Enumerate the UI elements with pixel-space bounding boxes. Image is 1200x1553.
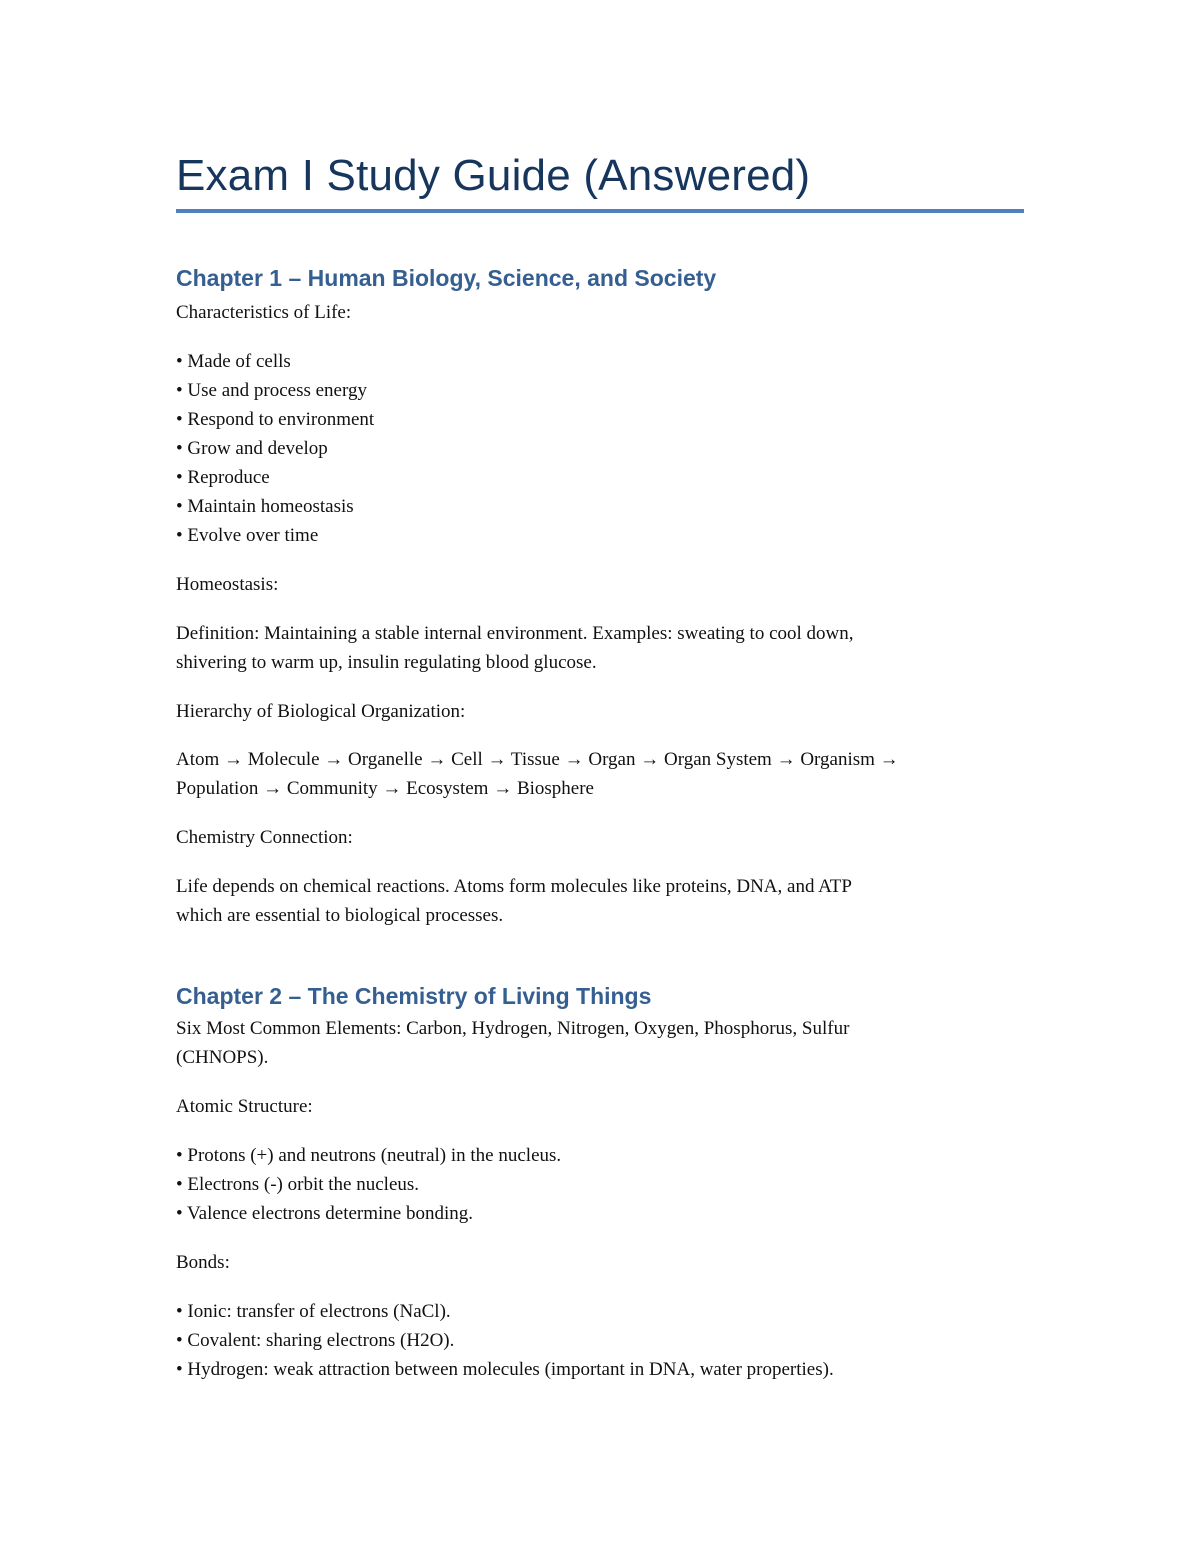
list-item: • Valence electrons determine bonding. xyxy=(176,1203,474,1224)
bonds-label: Bonds: xyxy=(176,1252,230,1273)
title-underline xyxy=(176,209,1024,213)
chapter-2-heading: Chapter 2 – The Chemistry of Living Things xyxy=(176,983,652,1009)
list-item: • Maintain homeostasis xyxy=(176,496,354,517)
homeostasis-label: Homeostasis: xyxy=(176,574,279,595)
list-item: • Electrons (-) orbit the nucleus. xyxy=(176,1174,420,1195)
characteristics-label: Characteristics of Life: xyxy=(176,302,352,323)
hierarchy-label: Hierarchy of Biological Organization: xyxy=(176,701,466,722)
paragraph-line: Population → Community → Ecosystem → Biosphere xyxy=(176,778,594,799)
list-item: • Use and process energy xyxy=(176,380,367,401)
paragraph-line: shivering to warm up, insulin regulating blood glucose. xyxy=(176,652,597,673)
document-title: Exam I Study Guide (Answered) xyxy=(176,151,811,200)
list-item: • Reproduce xyxy=(176,467,270,488)
paragraph-line: which are essential to biological processes. xyxy=(176,905,504,926)
paragraph-line: Six Most Common Elements: Carbon, Hydrogen, Nitrogen, Oxygen, Phosphorus, Sulfur xyxy=(176,1018,850,1039)
list-item: • Ionic: transfer of electrons (NaCl). xyxy=(176,1301,451,1322)
list-item: • Protons (+) and neutrons (neutral) in the nucleus. xyxy=(176,1145,562,1166)
list-item: • Grow and develop xyxy=(176,438,328,459)
list-item: • Covalent: sharing electrons (H2O). xyxy=(176,1330,455,1351)
list-item: • Made of cells xyxy=(176,351,291,372)
paragraph-line: (CHNOPS). xyxy=(176,1047,269,1068)
paragraph-line: Atom → Molecule → Organelle → Cell → Tissue → Organ → Organ System → Organism → xyxy=(176,749,899,770)
atomic-structure-label: Atomic Structure: xyxy=(176,1096,313,1117)
list-item: • Evolve over time xyxy=(176,525,319,546)
list-item: • Hydrogen: weak attraction between molecules (important in DNA, water properties). xyxy=(176,1359,834,1380)
paragraph-line: Life depends on chemical reactions. Atoms form molecules like proteins, DNA, and ATP xyxy=(176,876,852,897)
chemistry-label: Chemistry Connection: xyxy=(176,827,353,848)
list-item: • Respond to environment xyxy=(176,409,375,430)
paragraph-line: Definition: Maintaining a stable internal environment. Examples: sweating to cool down, xyxy=(176,623,854,644)
chapter-1-heading: Chapter 1 – Human Biology, Science, and Society xyxy=(176,265,717,291)
